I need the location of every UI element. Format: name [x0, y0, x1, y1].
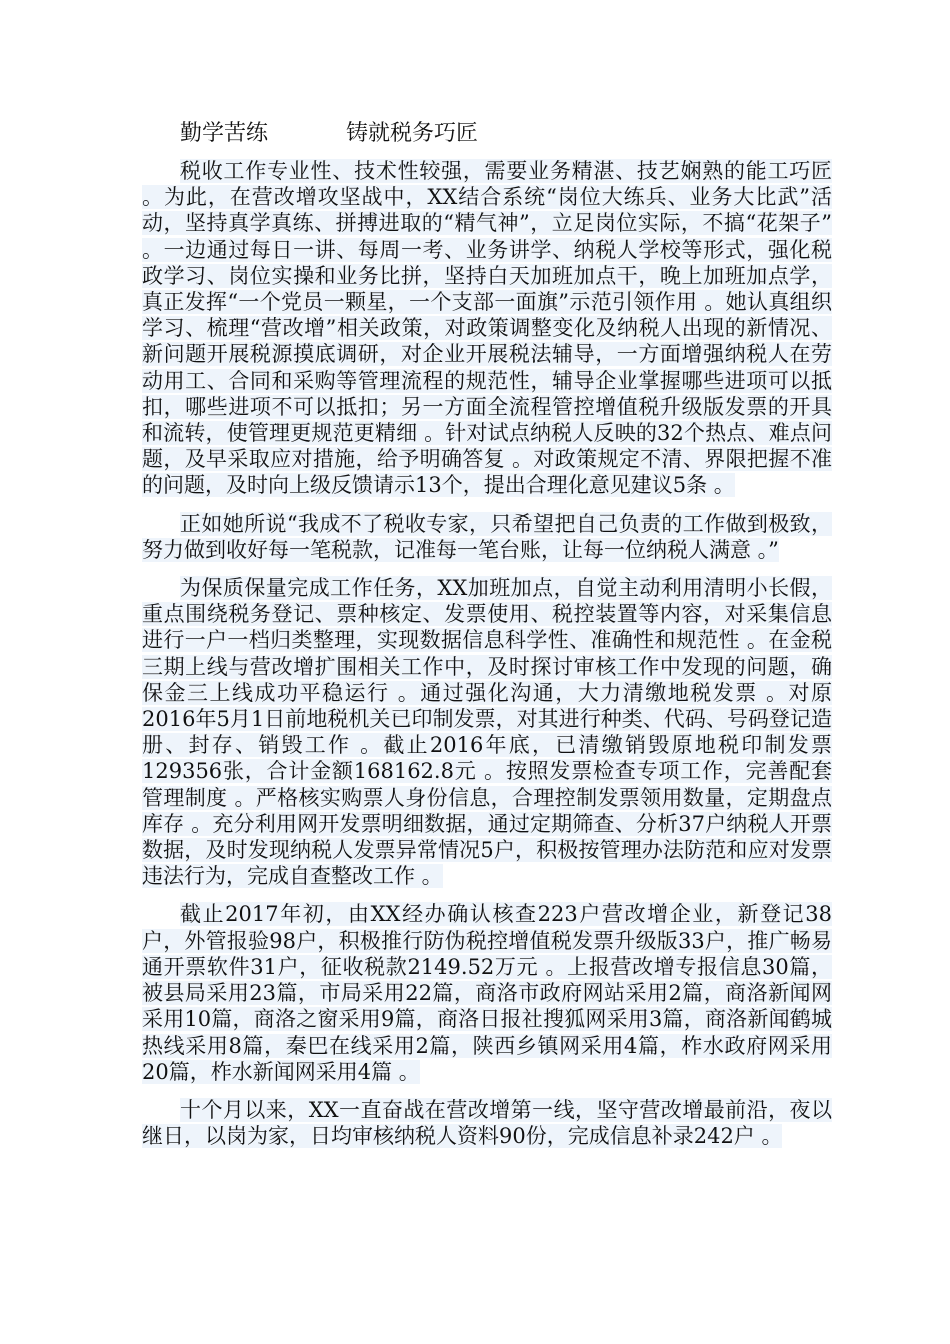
paragraph-1-text: 税收工作专业性、技术性较强，需要业务精湛、技艺娴熟的能工巧匠 。为此，在营改增攻坚战中，XX结合系统“岗位大练兵、业务大比武”活动，坚持真学真练、拼搏进取的“精气神”，立足岗位实际，不搞“花架子” 。一边通过每日一讲、每周一考、业务讲学、纳税人学校等形式，强化税政学习、岗位实操和业务比拼，坚持白天加班加点干，晚上加班加点学，真正发挥“一个党员一颗星，一个支部一面旗”示范引领作用 。她认真组织学习、梳理“营改增”相关政策，对政策调整变化及纳税人出现的新情况、新问题开展税源摸底调研，对企业开展税法辅导，一方面增强纳税人在劳动用工、合同和采购等管理流程的规范性，辅导企业掌握哪些进项可以抵扣，哪些进项不可以抵扣；另一方面全流程管控增值税升级版发票的开具和流转，使管理更规范更精细 。针对试点纳税人反映的32个热点、难点问题，及早采取应对措施，给予明确答复 。对政策规定不清、界限把握不准的问题，及时向上级反馈请示13个，提出合理化意见建议5条 。: [142, 159, 832, 498]
paragraph-4: [142, 901, 832, 1084]
title-right: 铸就税务巧匠: [346, 121, 479, 146]
paragraph-5: [142, 1097, 832, 1149]
paragraph-2-text: 正如她所说“我成不了税收专家，只希望把自己负责的工作做到极致，努力做到收好每一笔税款，记准每一笔台账，让每一位纳税人满意 。”: [142, 511, 832, 562]
document-page: [142, 118, 832, 1161]
title-left: 勤学苦练: [180, 121, 269, 146]
paragraph-4-text: 截止2017年初，由XX经办确认核查223户营改增企业，新登记38户，外管报验98户，积极推行防伪税控增值税发票升级版33户，推广畅易通开票软件31户，征收税款2149.52万元 。上报营改增专报信息30篇，被县局采用23篇，市局采用22篇，商洛市政府网站采用2篇，商洛新闻网采用10篇，商洛之窗采用9篇，商洛日报社搜狐网采用3篇，商洛新闻鹤城热线采用8篇，秦巴在线采用2篇，陕西乡镇网采用4篇，柞水政府网采用20篇，柞水新闻网采用4篇 。: [142, 902, 832, 1084]
paragraph-2: [142, 511, 832, 563]
document-title: [142, 118, 832, 150]
paragraph-5-text: 十个月以来，XX一直奋战在营改增第一线，坚守营改增最前沿，夜以继日，以岗为家，日均审核纳税人资料90份，完成信息补录242户 。: [142, 1097, 832, 1149]
paragraph-3: [142, 575, 832, 889]
paragraph-3-text: 为保质保量完成工作任务，XX加班加点，自觉主动利用清明小长假，重点围绕税务登记、票种核定、发票使用、税控装置等内容，对采集信息进行一户一档归类整理，实现数据信息科学性、准确性和规范性 。在金税三期上线与营改增扩围相关工作中，及时探讨审核工作中发现的问题，确保金三上线成功平稳运行 。通过强化沟通，大力清缴地税发票 。对原2016年5月1日前地税机关已印制发票，对其进行种类、代码、号码登记造册、封存、销毁工作 。截止2016年底，已清缴销毁原地税印制发票129356张，合计金额168162.8元 。按照发票检查专项工作，完善配套管理制度 。严格核实购票人身份信息，合理控制发票领用数量，定期盘点库存 。充分利用网开发票明细数据，通过定期筛查、分析37户纳税人开票数据，及时发现纳税人发票异常情况5户，积极按管理办法防范和应对发票违法行为，完成自查整改工作 。: [142, 576, 832, 889]
paragraph-1: [142, 158, 832, 499]
